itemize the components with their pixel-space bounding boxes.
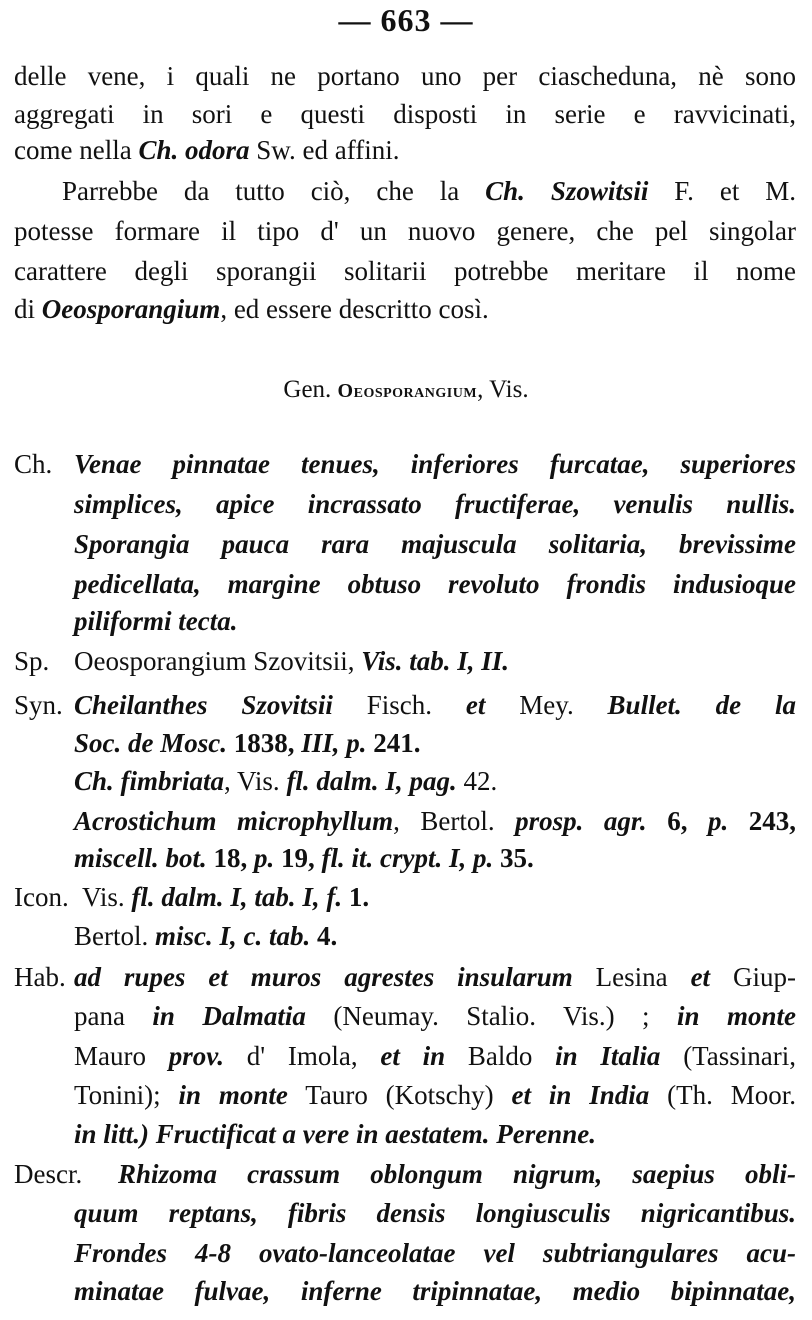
para1-line3-c: Sw. ed affini. <box>249 135 400 165</box>
hab-line4-a: Tonini); <box>74 1080 179 1110</box>
syn-line1-a: Cheilanthes Szovitsii <box>74 690 333 720</box>
sp-ref: Vis. tab. I, II. <box>361 646 510 676</box>
sp-line <box>74 644 509 678</box>
syn-line1-c: et <box>465 690 486 720</box>
para2-line4 <box>14 292 489 326</box>
para1-line2 <box>14 97 796 131</box>
hab-line1-a: ad rupes et muros agrestes insularum <box>74 962 573 992</box>
hab-line3-a: Mauro <box>74 1041 169 1071</box>
genus-oeosporangium: Oeosporangium <box>41 294 221 324</box>
ch-line4: pedicellata, margine obtuso revoluto frondis indusioque <box>74 569 796 599</box>
icon-label: Icon. <box>14 882 69 912</box>
syn-line2-b: 1838, <box>226 728 302 758</box>
hab-line4-c: Tauro (Kotschy) <box>287 1080 512 1110</box>
syn-line2-a: Soc. de Mosc. <box>74 728 227 758</box>
species-ch-szowitsii: Ch. Szowitsii <box>485 176 649 206</box>
genus-heading-prefix: Gen. <box>283 376 338 403</box>
syn-line4-f: 243, <box>728 806 797 836</box>
para2-line4-a: di <box>14 294 42 324</box>
hab-line2-a: pana <box>74 1001 153 1031</box>
ch-line2: simplices, apice incrassato fructiferae, venulis nullis. <box>74 489 796 519</box>
genus-heading-name: Oeosporangium <box>337 380 478 402</box>
syn-line5-b: 18, <box>206 843 254 873</box>
ch-line3: Sporangia pauca rara majuscula solitaria, brevissime <box>74 529 796 559</box>
hab-line3-c: d' Imola, <box>224 1041 381 1071</box>
hab-line5: in litt.) Fructificat a vere in aestatem. Perenne. <box>74 1119 596 1149</box>
syn-label: Syn. <box>14 690 63 720</box>
syn-line5-c: p. <box>253 843 275 873</box>
hab-line4-e: (Th. Moor. <box>649 1080 796 1110</box>
para1-line1-text: delle vene, i quali ne portano uno per ciascheduna, nè sono <box>14 61 796 91</box>
hab-line2-d: in monte <box>677 1001 796 1031</box>
para1-line3-a: come nella <box>14 135 139 165</box>
syn-line4-b: , Bertol. <box>393 806 516 836</box>
syn-line5-e: fl. it. crypt. I, p. <box>321 843 494 873</box>
syn-line5-d: 19, <box>274 843 322 873</box>
icon-line1 <box>82 880 369 914</box>
ch-line5: piliformi tecta. <box>74 606 238 636</box>
syn-line3-a: Ch. fimbriata <box>74 766 225 796</box>
syn-line2-d: 241. <box>366 728 421 758</box>
hab-line1-b: Lesina <box>572 962 691 992</box>
icon-line2-b: misc. I, c. tab. <box>155 921 311 951</box>
hab-line3 <box>74 1039 796 1073</box>
syn-line4-a: Acrostichum microphyllum <box>74 806 394 836</box>
descr-line3: Frondes 4-8 ovato-lanceolatae vel subtriangulares acu- <box>74 1238 796 1268</box>
syn-line4-d: 6, <box>646 806 708 836</box>
syn-line1-b: Fisch. <box>332 690 466 720</box>
icon-line1-b: fl. dalm. I, tab. I, f. <box>131 882 343 912</box>
hab-line1 <box>74 960 796 994</box>
icon-line2 <box>74 919 337 953</box>
hab-line3-b: prov. <box>168 1041 224 1071</box>
genus-heading <box>0 374 812 407</box>
hab-line4-d: et in India <box>511 1080 650 1110</box>
para1-line3 <box>14 133 399 167</box>
syn-line5-a: miscell. bot. <box>74 843 207 873</box>
syn-line3 <box>74 764 497 798</box>
icon-line2-a: Bertol. <box>74 921 155 951</box>
para2-line1 <box>62 174 796 208</box>
hab-line4 <box>74 1078 796 1112</box>
page-number: — 663 — <box>338 2 474 38</box>
syn-line4 <box>74 804 796 838</box>
hab-line3-g: (Tassinari, <box>660 1041 797 1071</box>
hab-line3-d: et in <box>380 1041 446 1071</box>
hab-line2-b: in Dalmatia <box>152 1001 306 1031</box>
para2-line1-a: Parrebbe da tutto ciò, che la <box>62 176 486 206</box>
para2-line1-c: F. et M. <box>648 176 796 206</box>
syn-line3-c: fl. dalm. I, pag. <box>286 766 457 796</box>
syn-line3-b: , Vis. <box>224 766 287 796</box>
syn-line5-f: 35. <box>493 843 534 873</box>
syn-line4-e: p. <box>707 806 729 836</box>
para2-line4-c: , ed essere descritto così. <box>220 294 489 324</box>
species-ch-odora: Ch. odora <box>138 135 250 165</box>
syn-line1 <box>74 688 796 722</box>
syn-line2 <box>74 726 421 760</box>
syn-line4-c: prosp. agr. <box>515 806 647 836</box>
descr-line4: minatae fulvae, inferne tripinnatae, medio bipinnatae, <box>74 1276 796 1306</box>
sp-label: Sp. <box>14 646 50 676</box>
para1-line1 <box>14 59 796 93</box>
syn-line2-c: III, p. <box>301 728 367 758</box>
hab-line4-b: in monte <box>178 1080 288 1110</box>
icon-line2-c: 4. <box>310 921 338 951</box>
syn-line1-e: Bullet. de la <box>607 690 796 720</box>
para1-line2-text: aggregati in sori e questi disposti in serie e ravvicinati, <box>14 99 796 129</box>
hab-line3-e: Baldo <box>445 1041 556 1071</box>
hab-label: Hab. <box>14 962 66 992</box>
hab-line2 <box>74 999 796 1033</box>
syn-line5 <box>74 841 534 875</box>
para2-line2-text: potesse formare il tipo d' un nuovo genere, che pel singolar <box>14 216 796 246</box>
icon-line1-c: 1. <box>342 882 370 912</box>
descr-line1: Rhizoma crassum oblongum nigrum, saepius obli- <box>118 1159 796 1189</box>
hab-line2-c: (Neumay. Stalio. Vis.) ; <box>305 1001 678 1031</box>
syn-line1-d: Mey. <box>485 690 608 720</box>
para2-line3 <box>14 254 796 288</box>
descr-line2: quum reptans, fibris densis longiusculis nigricantibus. <box>74 1198 796 1228</box>
genus-heading-suffix: , Vis. <box>477 376 529 403</box>
para2-line2 <box>14 214 796 248</box>
descr-label: Descr. <box>14 1159 83 1189</box>
syn-line3-d: 42. <box>456 766 498 796</box>
ch-line1: Venae pinnatae tenues, inferiores furcatae, superiores <box>74 449 796 479</box>
hab-line1-c: et <box>690 962 711 992</box>
ch-label: Ch. <box>14 449 53 479</box>
hab-line3-f: in Italia <box>555 1041 661 1071</box>
hab-line1-d: Giup- <box>710 962 796 992</box>
para2-line3-text: carattere degli sporangii solitarii potrebbe meritare il nome <box>14 256 796 286</box>
icon-line1-a: Vis. <box>82 882 132 912</box>
sp-text: Oeosporangium Szovitsii, <box>74 646 362 676</box>
